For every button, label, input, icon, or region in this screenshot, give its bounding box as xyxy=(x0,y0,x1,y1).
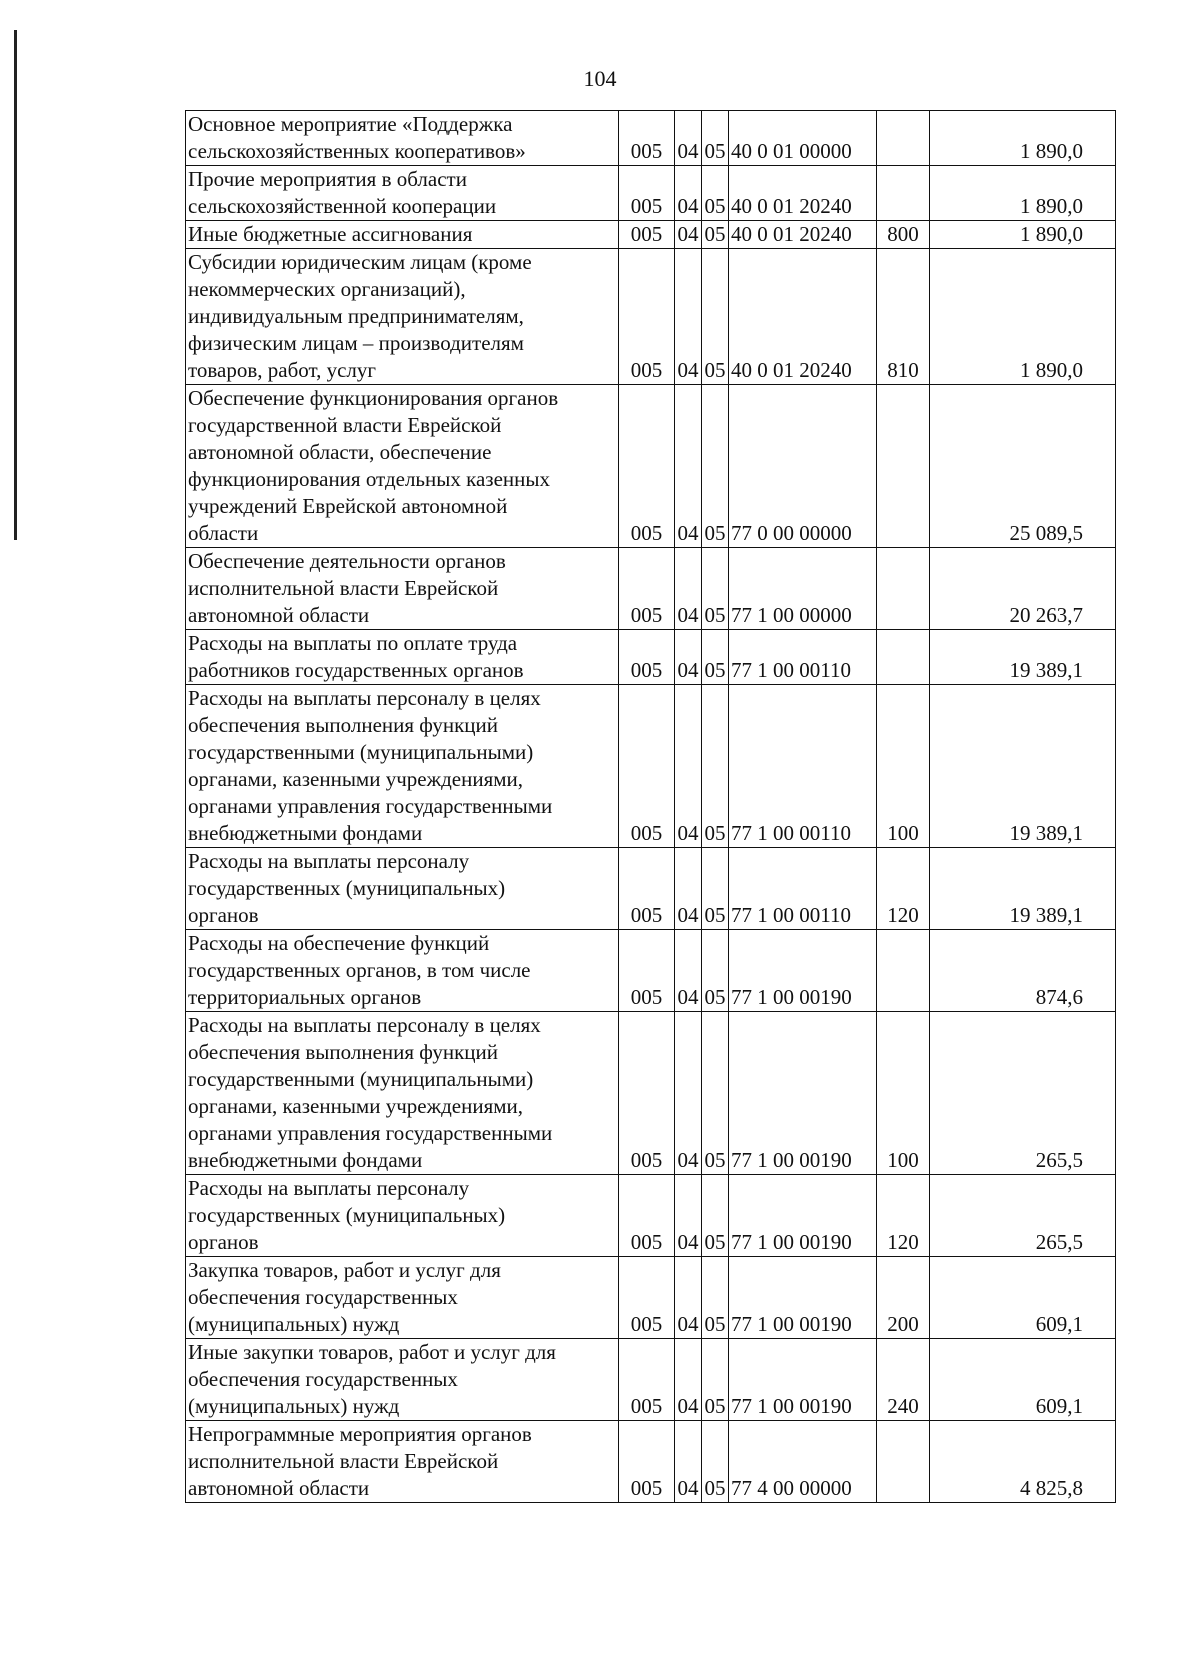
row-name-line: органами, казенными учреждениями, xyxy=(188,1094,524,1118)
row-name-line: обеспечения государственных xyxy=(188,1367,458,1391)
scan-edge-mark xyxy=(14,30,17,540)
row-vr-cell xyxy=(877,930,930,1012)
row-name-line: Обеспечение деятельности органов xyxy=(188,549,506,573)
row-gr-cell: 005 xyxy=(619,385,675,548)
budget-table xyxy=(185,110,1116,1503)
row-gr-cell: 005 xyxy=(619,1339,675,1421)
row-vr-cell: 800 xyxy=(877,221,930,249)
row-vr-cell: 200 xyxy=(877,1257,930,1339)
row-name-line: Основное мероприятие «Поддержка xyxy=(188,112,513,136)
row-name-cell xyxy=(186,1421,619,1503)
table-row xyxy=(186,1175,1116,1257)
row-vr-cell xyxy=(877,166,930,221)
row-name-line: исполнительной власти Еврейской xyxy=(188,576,499,600)
row-pr-cell: 05 xyxy=(702,848,729,930)
row-name-cell xyxy=(186,385,619,548)
row-name-line: Расходы на выплаты по оплате труда xyxy=(188,631,518,655)
row-cs-cell: 77 1 00 00190 xyxy=(729,930,877,1012)
row-gr-cell: 005 xyxy=(619,848,675,930)
table-row xyxy=(186,630,1116,685)
row-name-line: органами управления государственными xyxy=(188,1121,553,1145)
row-sum-cell: 1 890,0 xyxy=(930,166,1116,221)
row-name-cell xyxy=(186,1257,619,1339)
row-cs-cell: 77 1 00 00110 xyxy=(729,685,877,848)
row-name-line: (муниципальных) нужд xyxy=(188,1312,400,1336)
row-cs-cell: 40 0 01 20240 xyxy=(729,166,877,221)
row-sum-cell: 4 825,8 xyxy=(930,1421,1116,1503)
row-name-line: Расходы на выплаты персоналу в целях xyxy=(188,1013,541,1037)
row-vr-cell: 100 xyxy=(877,1012,930,1175)
row-pr-cell: 05 xyxy=(702,930,729,1012)
row-name-line: органов xyxy=(188,903,259,927)
table-row xyxy=(186,1012,1116,1175)
row-gr-cell: 005 xyxy=(619,1257,675,1339)
row-name-cell xyxy=(186,221,619,249)
row-gr-cell: 005 xyxy=(619,1421,675,1503)
page-number: 104 xyxy=(583,66,617,91)
row-rz-cell: 04 xyxy=(675,1421,702,1503)
row-cs-cell: 77 1 00 00110 xyxy=(729,630,877,685)
table-row xyxy=(186,166,1116,221)
row-rz-cell: 04 xyxy=(675,385,702,548)
row-name-line: автономной области xyxy=(188,1476,370,1500)
row-sum-cell: 19 389,1 xyxy=(930,630,1116,685)
row-pr-cell: 05 xyxy=(702,685,729,848)
row-name-line: Непрограммные мероприятия органов xyxy=(188,1422,532,1446)
row-name-line: Расходы на выплаты персоналу в целях xyxy=(188,686,541,710)
row-cs-cell: 77 1 00 00190 xyxy=(729,1339,877,1421)
row-cs-cell: 40 0 01 20240 xyxy=(729,249,877,385)
table-row xyxy=(186,548,1116,630)
row-name-line: обеспечения государственных xyxy=(188,1285,458,1309)
row-cs-cell: 77 1 00 00000 xyxy=(729,548,877,630)
row-name-line: Прочие мероприятия в области xyxy=(188,167,467,191)
table-body xyxy=(186,111,1116,1503)
row-sum-cell: 19 389,1 xyxy=(930,685,1116,848)
row-gr-cell: 005 xyxy=(619,221,675,249)
row-vr-cell xyxy=(877,548,930,630)
row-name-cell xyxy=(186,166,619,221)
row-name-cell xyxy=(186,630,619,685)
table-row xyxy=(186,1421,1116,1503)
row-sum-cell: 265,5 xyxy=(930,1012,1116,1175)
row-vr-cell xyxy=(877,1421,930,1503)
row-sum-cell: 20 263,7 xyxy=(930,548,1116,630)
row-name-line: Расходы на обеспечение функций xyxy=(188,931,490,955)
row-gr-cell: 005 xyxy=(619,1012,675,1175)
row-rz-cell: 04 xyxy=(675,111,702,166)
row-pr-cell: 05 xyxy=(702,385,729,548)
row-sum-cell: 1 890,0 xyxy=(930,111,1116,166)
row-pr-cell: 05 xyxy=(702,1257,729,1339)
row-name-cell xyxy=(186,685,619,848)
row-pr-cell: 05 xyxy=(702,249,729,385)
row-sum-cell: 874,6 xyxy=(930,930,1116,1012)
row-name-line: Субсидии юридическим лицам (кроме xyxy=(188,250,532,274)
row-vr-cell: 240 xyxy=(877,1339,930,1421)
row-name-line: государственными (муниципальными) xyxy=(188,1067,534,1091)
row-sum-cell: 265,5 xyxy=(930,1175,1116,1257)
row-cs-cell: 77 0 00 00000 xyxy=(729,385,877,548)
row-name-line: внебюджетными фондами xyxy=(188,1148,423,1172)
row-name-line: некоммерческих организаций), xyxy=(188,277,466,301)
row-sum-cell: 25 089,5 xyxy=(930,385,1116,548)
row-rz-cell: 04 xyxy=(675,166,702,221)
row-cs-cell: 40 0 01 20240 xyxy=(729,221,877,249)
row-name-line: (муниципальных) нужд xyxy=(188,1394,400,1418)
row-name-line: государственными (муниципальными) xyxy=(188,740,534,764)
row-name-cell xyxy=(186,1175,619,1257)
row-name-cell xyxy=(186,548,619,630)
table-row xyxy=(186,1339,1116,1421)
row-name-line: Закупка товаров, работ и услуг для xyxy=(188,1258,501,1282)
row-rz-cell: 04 xyxy=(675,685,702,848)
row-name-line: органами управления государственными xyxy=(188,794,553,818)
row-pr-cell: 05 xyxy=(702,1012,729,1175)
row-gr-cell: 005 xyxy=(619,930,675,1012)
row-name-line: обеспечения выполнения функций xyxy=(188,1040,499,1064)
row-pr-cell: 05 xyxy=(702,221,729,249)
row-name-cell xyxy=(186,930,619,1012)
row-cs-cell: 77 1 00 00190 xyxy=(729,1257,877,1339)
row-name-line: Обеспечение функционирования органов xyxy=(188,386,559,410)
row-vr-cell: 120 xyxy=(877,1175,930,1257)
row-rz-cell: 04 xyxy=(675,930,702,1012)
row-vr-cell xyxy=(877,630,930,685)
row-sum-cell: 609,1 xyxy=(930,1257,1116,1339)
row-name-line: государственных органов, в том числе xyxy=(188,958,531,982)
row-name-line: органами, казенными учреждениями, xyxy=(188,767,524,791)
row-name-line: государственной власти Еврейской xyxy=(188,413,502,437)
row-name-cell xyxy=(186,1339,619,1421)
row-name-line: территориальных органов xyxy=(188,985,422,1009)
row-gr-cell: 005 xyxy=(619,630,675,685)
row-name-line: работников государственных органов xyxy=(188,658,524,682)
row-name-line: области xyxy=(188,521,259,545)
row-gr-cell: 005 xyxy=(619,1175,675,1257)
row-vr-cell xyxy=(877,385,930,548)
row-vr-cell: 120 xyxy=(877,848,930,930)
row-name-line: исполнительной власти Еврейской xyxy=(188,1449,499,1473)
row-name-cell xyxy=(186,249,619,385)
row-sum-cell: 1 890,0 xyxy=(930,221,1116,249)
row-pr-cell: 05 xyxy=(702,111,729,166)
row-cs-cell: 77 4 00 00000 xyxy=(729,1421,877,1503)
row-gr-cell: 005 xyxy=(619,685,675,848)
row-name-line: учреждений Еврейской автономной xyxy=(188,494,508,518)
row-name-line: внебюджетными фондами xyxy=(188,821,423,845)
row-vr-cell: 810 xyxy=(877,249,930,385)
row-name-line: обеспечения выполнения функций xyxy=(188,713,499,737)
row-sum-cell: 19 389,1 xyxy=(930,848,1116,930)
row-pr-cell: 05 xyxy=(702,166,729,221)
table-row xyxy=(186,848,1116,930)
row-name-line: органов xyxy=(188,1230,259,1254)
row-name-line: физическим лицам – производителям xyxy=(188,331,524,355)
row-rz-cell: 04 xyxy=(675,1257,702,1339)
row-cs-cell: 77 1 00 00190 xyxy=(729,1012,877,1175)
row-name-line: Расходы на выплаты персоналу xyxy=(188,849,470,873)
row-name-line: Расходы на выплаты персоналу xyxy=(188,1176,470,1200)
row-rz-cell: 04 xyxy=(675,848,702,930)
row-name-line: государственных (муниципальных) xyxy=(188,1203,506,1227)
row-pr-cell: 05 xyxy=(702,548,729,630)
row-rz-cell: 04 xyxy=(675,249,702,385)
row-rz-cell: 04 xyxy=(675,548,702,630)
table-row xyxy=(186,249,1116,385)
row-rz-cell: 04 xyxy=(675,1012,702,1175)
row-rz-cell: 04 xyxy=(675,221,702,249)
row-name-cell xyxy=(186,848,619,930)
row-name-line: автономной области xyxy=(188,603,370,627)
row-name-cell xyxy=(186,1012,619,1175)
row-rz-cell: 04 xyxy=(675,1339,702,1421)
table-row xyxy=(186,930,1116,1012)
row-gr-cell: 005 xyxy=(619,111,675,166)
row-vr-cell: 100 xyxy=(877,685,930,848)
table-row xyxy=(186,111,1116,166)
row-name-line: индивидуальным предпринимателям, xyxy=(188,304,524,328)
row-vr-cell xyxy=(877,111,930,166)
row-gr-cell: 005 xyxy=(619,166,675,221)
table-row xyxy=(186,385,1116,548)
row-cs-cell: 40 0 01 00000 xyxy=(729,111,877,166)
row-rz-cell: 04 xyxy=(675,1175,702,1257)
row-rz-cell: 04 xyxy=(675,630,702,685)
row-sum-cell: 609,1 xyxy=(930,1339,1116,1421)
row-name-line: Иные закупки товаров, работ и услуг для xyxy=(188,1340,556,1364)
table-row xyxy=(186,685,1116,848)
row-pr-cell: 05 xyxy=(702,1421,729,1503)
row-pr-cell: 05 xyxy=(702,630,729,685)
row-cs-cell: 77 1 00 00110 xyxy=(729,848,877,930)
row-gr-cell: 005 xyxy=(619,548,675,630)
row-name-line: сельскохозяйственной кооперации xyxy=(188,194,497,218)
row-gr-cell: 005 xyxy=(619,249,675,385)
row-name-line: товаров, работ, услуг xyxy=(188,358,377,382)
row-name-line: государственных (муниципальных) xyxy=(188,876,506,900)
row-name-line: сельскохозяйственных кооперативов» xyxy=(188,139,526,163)
row-sum-cell: 1 890,0 xyxy=(930,249,1116,385)
row-pr-cell: 05 xyxy=(702,1175,729,1257)
table-row xyxy=(186,221,1116,249)
row-name-line: Иные бюджетные ассигнования xyxy=(188,222,473,246)
table-row xyxy=(186,1257,1116,1339)
row-cs-cell: 77 1 00 00190 xyxy=(729,1175,877,1257)
row-name-line: функционирования отдельных казенных xyxy=(188,467,551,491)
row-name-line: автономной области, обеспечение xyxy=(188,440,492,464)
row-pr-cell: 05 xyxy=(702,1339,729,1421)
row-name-cell xyxy=(186,111,619,166)
